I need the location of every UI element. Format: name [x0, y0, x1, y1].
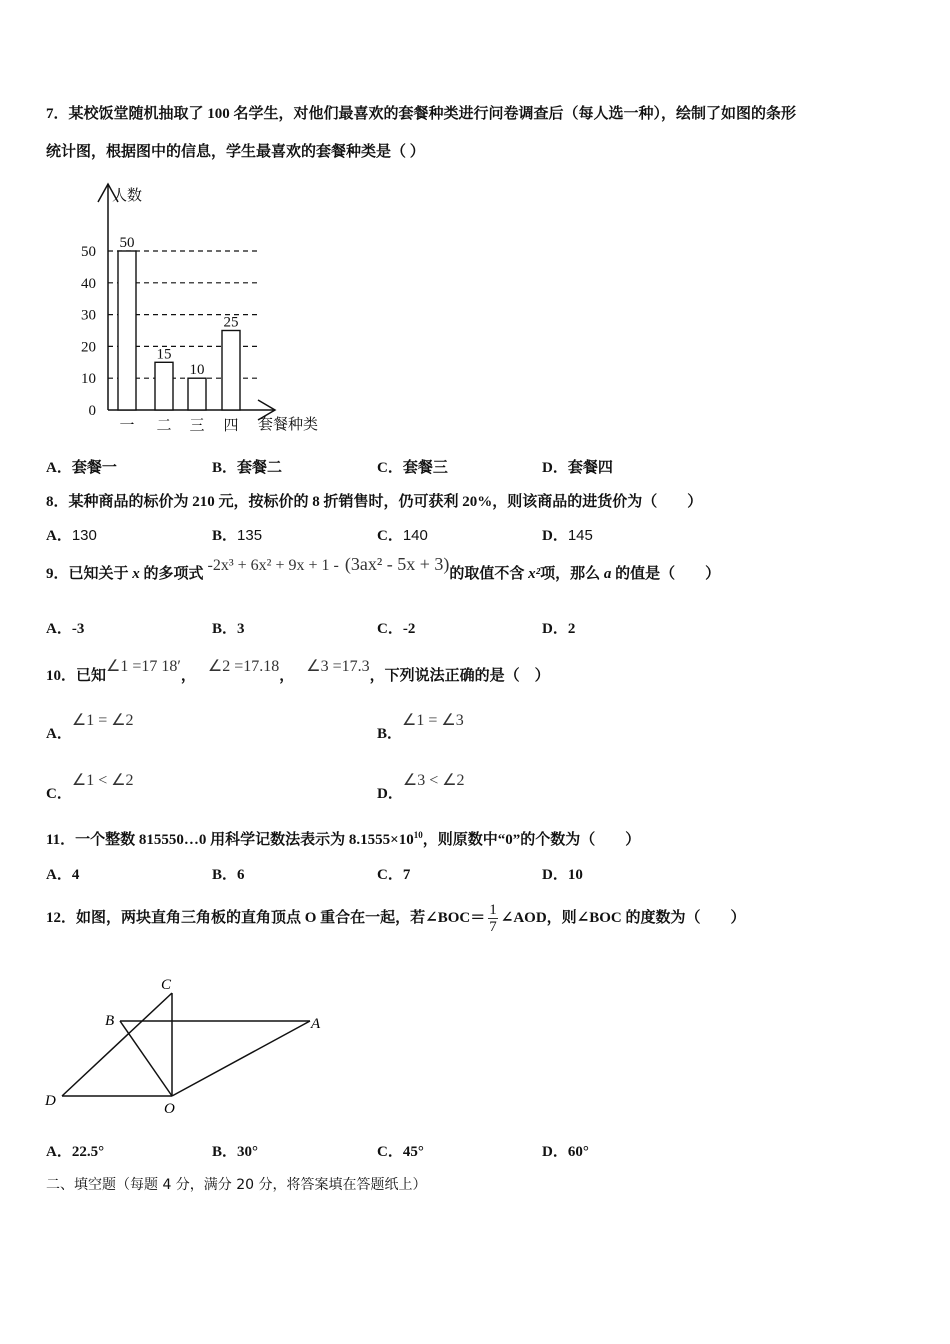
label-O: O [164, 1101, 175, 1117]
q10-angle3: ∠3 =17.3 [306, 658, 370, 675]
q8-option-c[interactable]: C．140 [377, 527, 428, 544]
x-tick-label: 四 [223, 418, 239, 434]
label-C: C [161, 977, 172, 993]
y-tick-label: 30 [81, 307, 96, 324]
q12-option-d[interactable]: D．60° [542, 1144, 589, 1160]
q7-stem-line1: 7．某校饭堂随机抽取了 100 名学生，对他们最喜欢的套餐种类进行问卷调查后（每人选一种），绘制了如图的条形 [46, 106, 797, 122]
q12-option-c[interactable]: C．45° [377, 1144, 424, 1160]
q10-option-a[interactable]: A．∠1 = ∠2 [46, 712, 134, 742]
q10-stem: 10．已知∠1 =17 18′，∠2 =17.18，∠3 =17.3，下列说法正确的是（ ） [46, 658, 550, 684]
bar-chart [70, 176, 340, 438]
q9-expression-part1: -2x³ + 6x² + 9x + 1 - [207, 557, 339, 574]
q9-expression-part2: (3ax² - 5x + 3) [344, 554, 450, 574]
q11-option-d[interactable]: D．10 [542, 867, 583, 883]
q11-option-c[interactable]: C．7 [377, 867, 411, 883]
q8-option-a[interactable]: A．130 [46, 527, 97, 544]
y-tick-label: 0 [88, 403, 96, 419]
q9-option-d[interactable]: D．2 [542, 621, 576, 637]
bar-value-label: 10 [189, 362, 205, 379]
bar-3 [188, 378, 206, 410]
q7-option-a[interactable]: A．套餐一 [46, 460, 117, 476]
q11-option-b[interactable]: B．6 [212, 867, 245, 883]
edge-BO [120, 1021, 172, 1096]
y-tick-label: 50 [81, 244, 96, 260]
q7-option-d[interactable]: D．套餐四 [542, 460, 613, 476]
bar-value-label: 15 [156, 346, 172, 363]
q12-fraction: $\frac{1}{7}$ [489, 902, 497, 935]
x-axis-label: 套餐种类 [258, 417, 319, 433]
q11-stem: 11．一个整数 815550…0 用科学记数法表示为 $8.1555\times 10^{10}$，则原数中“0”的个数为（ ） [46, 830, 641, 848]
q7-option-b[interactable]: B．套餐二 [212, 460, 283, 476]
q11-option-a[interactable]: A．4 [46, 867, 80, 883]
bar-1 [118, 251, 136, 410]
y-tick-label: 20 [81, 339, 96, 356]
q12-option-a[interactable]: A．22.5° [46, 1144, 105, 1160]
y-axis-label: 人数 [112, 188, 143, 204]
x-tick-label: 一 [119, 418, 135, 434]
q9-option-c[interactable]: C．-2 [377, 621, 416, 637]
section-2-title: 二、填空题（每题 4 分，满分 20 分，将答案填在答题纸上） [46, 1177, 427, 1193]
q8-stem: 8．某种商品的标价为 210 元，按标价的 8 折销售时，仍可获利 20%，则该商品的进货价为（ ） [46, 494, 703, 510]
chart-root [81, 184, 318, 434]
q9-stem: 9．已知关于 x 的多项式 -2x³ + 6x² + 9x + 1 - (3ax² - 5x + 3)的取值不含 x²项，那么 a 的值是（ ） [46, 554, 721, 582]
label-A: A [311, 1016, 321, 1032]
q10-option-c[interactable]: C．∠1 < ∠2 [46, 772, 134, 802]
q12-stem: 12．如图，两块直角三角板的直角顶点 O 重合在一起，若∠BOC＝ $\frac{1}{7}$ ∠AOD，则∠BOC 的度数为（ ） [46, 902, 746, 935]
q7-option-c[interactable]: C．套餐三 [377, 460, 448, 476]
q9-option-a[interactable]: A．-3 [46, 621, 85, 637]
label-B: B [105, 1013, 115, 1029]
label-D: D [45, 1093, 56, 1109]
y-tick-label: 10 [81, 371, 96, 388]
q10-option-d[interactable]: D．∠3 < ∠2 [377, 772, 465, 802]
q9-option-b[interactable]: B．3 [212, 621, 245, 637]
edge-OA [172, 1021, 310, 1096]
q10-angle1: ∠1 =17 18′ [106, 658, 181, 675]
y-tick-label: 40 [81, 275, 96, 292]
edge-DC [62, 993, 172, 1096]
bar-4 [222, 331, 240, 411]
q10-option-b[interactable]: B．∠1 = ∠3 [377, 712, 464, 742]
x-tick-label: 三 [189, 418, 205, 434]
bar-value-label: 25 [223, 314, 239, 331]
triangle-figure [40, 972, 340, 1122]
q12-option-b[interactable]: B．30° [212, 1144, 259, 1160]
q10-angle2: ∠2 =17.18 [207, 658, 280, 675]
q8-option-b[interactable]: B．135 [212, 527, 263, 544]
q7-stem-line2: 统计图，根据图中的信息，学生最喜欢的套餐种类是（ ） [46, 144, 425, 160]
bar-value-label: 50 [119, 235, 135, 251]
x-tick-label: 二 [156, 418, 172, 434]
q8-option-d[interactable]: D．145 [542, 527, 593, 544]
bar-2 [155, 362, 173, 410]
